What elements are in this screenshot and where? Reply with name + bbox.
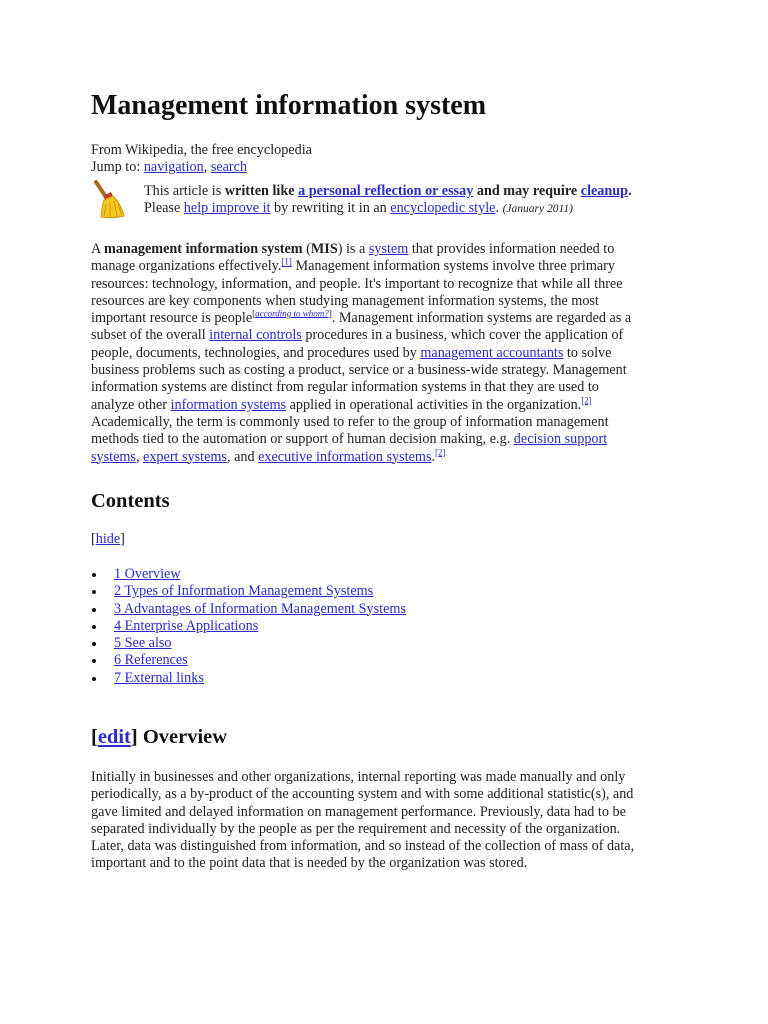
wiki-link[interactable]: systems — [91, 448, 136, 465]
bracket-close: ] — [120, 531, 125, 547]
wiki-link[interactable]: decision support — [513, 431, 608, 448]
toc-item — [91, 670, 406, 687]
text-segment: gave limited and delayed information on management performance. Previously, data had to be — [91, 803, 626, 820]
toc-item — [91, 652, 406, 669]
text-line — [91, 394, 631, 414]
text-line — [91, 241, 631, 258]
text-line — [144, 183, 632, 200]
text-segment: (January 2011) — [502, 203, 573, 216]
citation-link[interactable]: [2] — [435, 446, 446, 457]
hide-link[interactable]: hide — [95, 531, 121, 547]
text-line — [91, 431, 631, 448]
text-line — [91, 804, 634, 821]
text-segment: people, documents, technologies, and procedures used by — [91, 344, 421, 361]
text-segment: analyze other — [91, 396, 171, 413]
citation-link[interactable]: [1] — [281, 256, 292, 267]
text-segment: . Management information systems are regarded as a — [331, 310, 632, 327]
wiki-link[interactable]: information systems — [170, 396, 287, 413]
text-line — [91, 379, 631, 396]
overview-title: Overview — [142, 726, 228, 748]
toc-link[interactable]: 6 References — [114, 652, 188, 669]
text-segment: Management information systems involve three primary — [291, 258, 615, 275]
text-segment: . — [431, 448, 436, 465]
intro-paragraph — [91, 241, 631, 466]
contents-heading: Contents — [91, 490, 170, 512]
wiki-link[interactable]: internal controls — [209, 327, 302, 344]
text-segment: , — [135, 448, 144, 465]
text-segment: management information system — [104, 241, 303, 257]
wiki-link[interactable]: a personal reflection or essay — [298, 183, 474, 199]
text-line — [91, 446, 631, 466]
wiki-link[interactable]: management accountants — [420, 344, 564, 361]
text-segment: to solve — [563, 344, 612, 361]
toc-item — [91, 566, 406, 583]
citation-needed-link[interactable]: according to whom? — [255, 308, 329, 319]
toc-item — [91, 635, 406, 652]
text-line — [91, 838, 634, 855]
text-line — [91, 414, 631, 431]
jump-sep: , — [203, 159, 211, 175]
text-segment: A — [91, 241, 105, 257]
bracket-open: [ — [91, 531, 96, 547]
search-link[interactable]: search — [210, 159, 248, 175]
text-segment: ] — [328, 308, 332, 319]
text-line — [91, 362, 631, 379]
text-line — [91, 327, 631, 344]
text-line — [91, 276, 631, 293]
text-segment: . — [495, 200, 503, 217]
text-line — [91, 769, 634, 786]
toc-link[interactable]: 4 Enterprise Applications — [114, 617, 259, 634]
wiki-link[interactable]: expert systems — [143, 448, 227, 465]
text-line — [91, 293, 631, 310]
tagline: From Wikipedia, the free encyclopedia — [91, 142, 312, 158]
toc-link[interactable]: 5 See also — [114, 635, 172, 652]
citation-link[interactable]: [2] — [581, 394, 592, 405]
text-segment: . — [628, 183, 632, 199]
wiki-link[interactable]: cleanup — [580, 183, 629, 199]
text-segment: resources are key components when studying management information systems, the most — [91, 292, 599, 309]
contents-toggle — [91, 531, 125, 548]
text-line — [91, 821, 634, 838]
text-segment: written like — [224, 183, 299, 199]
text-segment: methods tied to the automation or support of human decision making, e.g. — [91, 431, 514, 448]
text-line — [144, 200, 632, 218]
overview-paragraph — [91, 769, 634, 873]
text-segment: resources: technology, information, and people. It's important to recognize that while all three — [91, 275, 623, 292]
edit-link[interactable]: edit — [97, 726, 131, 748]
text-segment: procedures in a business, which cover the application of — [301, 327, 624, 344]
toc-link[interactable]: 7 External links — [114, 669, 204, 686]
table-of-contents — [91, 566, 406, 687]
text-segment: applied in operational activities in the organization. — [286, 396, 582, 413]
overview-heading — [91, 726, 227, 749]
navigation-link[interactable]: navigation — [143, 159, 204, 175]
text-segment: This article is — [144, 183, 225, 199]
jump-to — [91, 159, 247, 176]
text-segment: important resource is people — [91, 310, 253, 327]
text-segment: periodically, as a by-product of the accounting system and with some additional statistic(s), and — [91, 786, 634, 803]
text-segment: important and to the point data that is needed by the organization was stored. — [91, 855, 528, 872]
bracket-open: [ — [91, 726, 98, 748]
text-segment: by rewriting it in an — [270, 200, 391, 217]
toc-item — [91, 583, 406, 600]
text-line — [91, 345, 631, 362]
text-segment: ) is a — [337, 241, 369, 257]
text-segment: manage organizations effectively. — [91, 258, 282, 275]
text-segment: information systems are distinct from regular information systems in that they are used to — [91, 379, 599, 396]
jump-label: Jump to: — [91, 159, 144, 175]
toc-item — [91, 601, 406, 618]
bracket-close: ] — [130, 726, 143, 748]
toc-link[interactable]: 2 Types of Information Management Systems — [114, 583, 374, 600]
text-segment: and may require — [473, 183, 581, 199]
text-segment: separated individually by the people as per the requirement and necessity of the organization. — [91, 820, 621, 837]
text-line — [91, 786, 634, 803]
text-segment: that provides information needed to — [408, 241, 615, 257]
wiki-link[interactable]: help improve it — [183, 200, 271, 217]
text-line — [91, 310, 631, 327]
text-segment: ( — [302, 241, 311, 257]
text-segment: Initially in businesses and other organizations, internal reporting was made manually and only — [91, 769, 626, 785]
toc-link[interactable]: 1 Overview — [114, 566, 181, 582]
wiki-link[interactable]: executive information systems — [258, 448, 432, 465]
text-segment: Please — [144, 200, 184, 217]
text-segment: subset of the overall — [91, 327, 210, 344]
text-segment: MIS — [310, 241, 338, 257]
text-segment: [ — [252, 308, 256, 319]
toc-item — [91, 618, 406, 635]
wiki-link[interactable]: encyclopedic style — [390, 200, 496, 217]
text-segment: Academically, the term is commonly used to refer to the group of information management — [91, 413, 609, 430]
text-line — [91, 855, 634, 872]
toc-link[interactable]: 3 Advantages of Information Management Systems — [114, 600, 406, 617]
text-segment: Later, data was distinguished from information, and so instead of the collection of mass of data, — [91, 838, 635, 855]
text-line — [91, 258, 631, 275]
page-title: Management information system — [91, 90, 487, 121]
cleanup-notice — [144, 183, 632, 219]
broom-icon — [92, 180, 126, 220]
text-segment: , and — [226, 448, 259, 465]
wiki-link[interactable]: system — [368, 241, 409, 257]
text-segment: business problems such as costing a product, service or a business-wide strategy. Management — [91, 362, 627, 379]
